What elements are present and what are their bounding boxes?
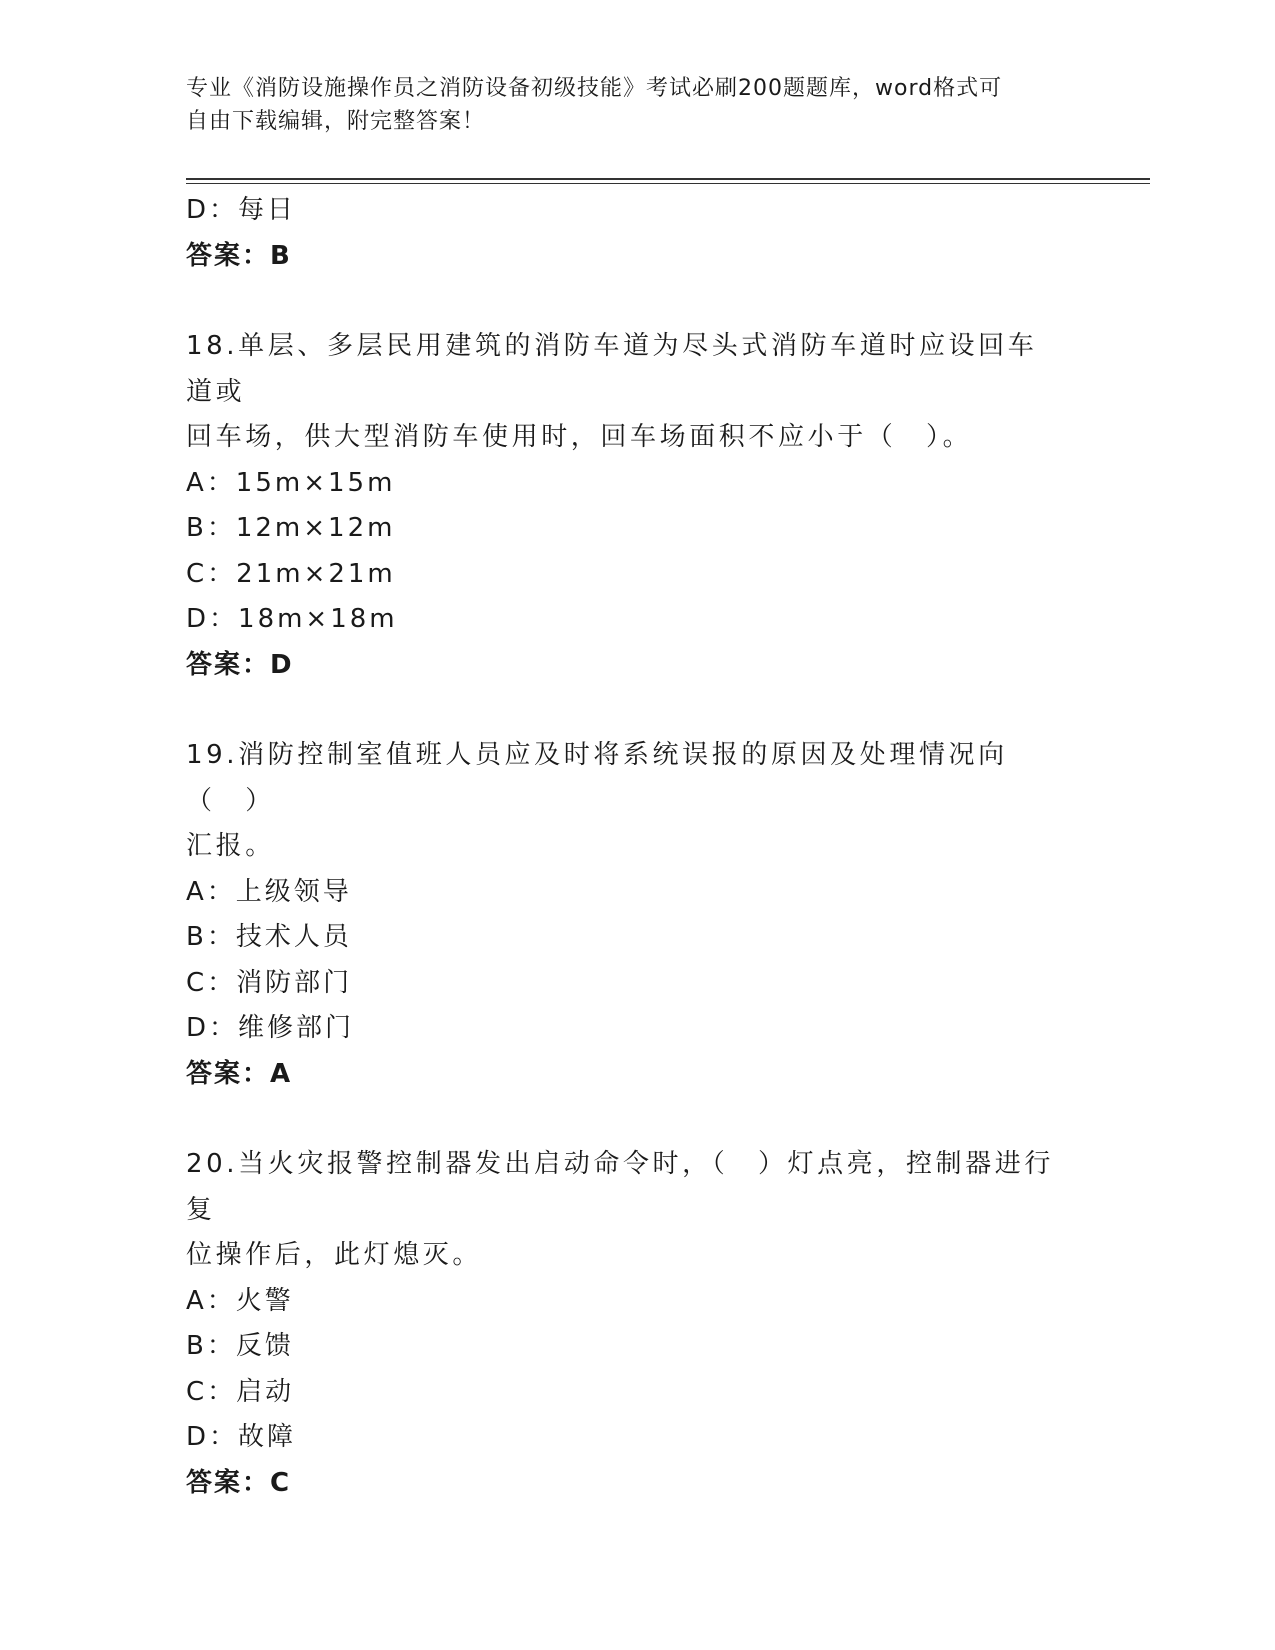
- question-18: [186, 324, 1086, 688]
- question-stem-line: 19.消防控制室值班人员应及时将系统误报的原因及处理情况向（ ）: [186, 740, 1008, 816]
- option-a: A：上级领导: [186, 876, 352, 907]
- spacer: [186, 1097, 1086, 1142]
- question-19: [186, 733, 1086, 1097]
- answer-line: 答案：D: [186, 649, 294, 680]
- option-d: D：18m×18m: [186, 604, 398, 634]
- question-stem-line: 18.单层、多层民用建筑的消防车道为尽头式消防车道时应设回车道或: [186, 331, 1038, 407]
- spacer: [186, 688, 1086, 733]
- option-c: C：启动: [186, 1376, 295, 1407]
- option-b: B：技术人员: [186, 922, 352, 952]
- option-c: C：21m×21m: [186, 558, 396, 589]
- option-b: B：12m×12m: [186, 513, 396, 543]
- question-stem-line: 回车场，供大型消防车使用时，回车场面积不应小于（ ）。: [186, 422, 973, 452]
- question-stem-line: 20.当火灾报警控制器发出启动命令时，（ ）灯点亮，控制器进行复: [186, 1149, 1054, 1225]
- question-20: [186, 1142, 1086, 1506]
- option-d: D：每日: [186, 195, 297, 225]
- option-c: C：消防部门: [186, 967, 353, 998]
- question-list: [186, 188, 1086, 1506]
- option-a: A：火警: [186, 1285, 294, 1316]
- option-d: D：故障: [186, 1422, 297, 1452]
- document-header: [186, 72, 1066, 138]
- answer-line: 答案：C: [186, 1467, 292, 1498]
- previous-question-tail: [186, 188, 1086, 279]
- header-divider-thick: [186, 178, 1150, 180]
- header-line-1: 专业《消防设施操作员之消防设备初级技能》考试必刷200题题库，word格式可: [186, 76, 1003, 101]
- answer-line: 答案：A: [186, 1058, 293, 1089]
- spacer: [186, 279, 1086, 324]
- question-stem-line: 汇报。: [186, 831, 275, 861]
- header-line-2: 自由下载编辑，附完整答案！: [186, 109, 486, 134]
- header-divider-thin: [186, 183, 1150, 184]
- option-a: A：15m×15m: [186, 467, 396, 498]
- answer-line: 答案：B: [186, 240, 292, 271]
- option-b: B：反馈: [186, 1331, 294, 1361]
- question-stem-line: 位操作后，此灯熄灭。: [186, 1240, 483, 1270]
- option-d: D：维修部门: [186, 1013, 355, 1043]
